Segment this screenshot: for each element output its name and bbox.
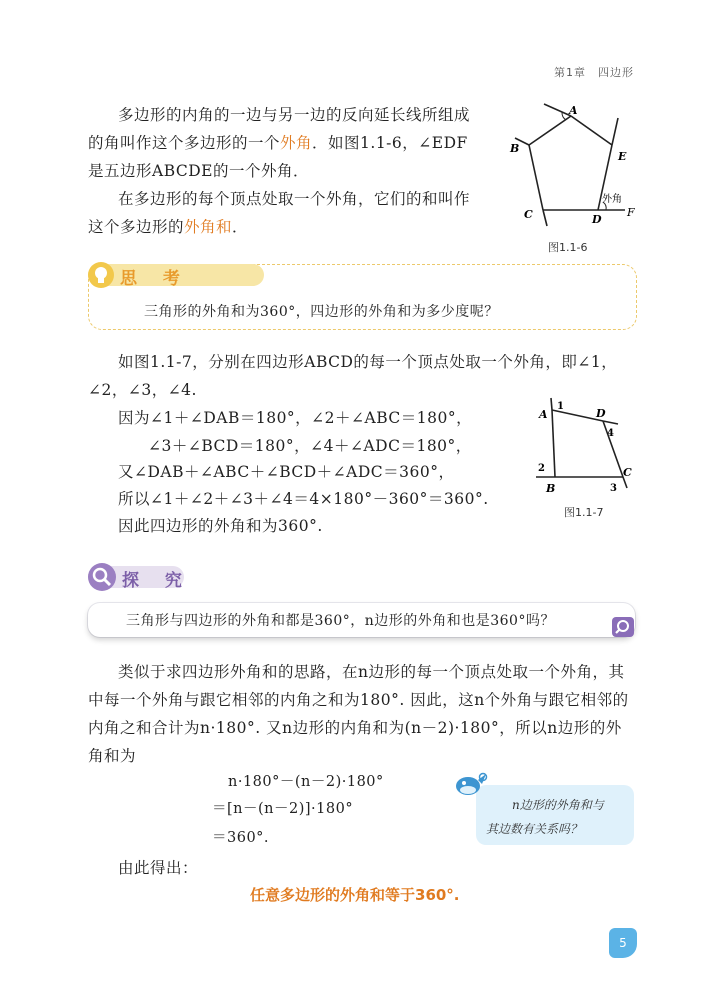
label-d2: D [596,407,606,420]
example-line-5: 又∠DAB＋∠ABC＋∠BCD＋∠ADC＝360°， [118,463,455,481]
intro-line-5b: ． [232,218,249,236]
extension-a [544,104,571,116]
intro-line-2a: 的角叫作这个多边形的一个 [88,134,281,152]
explore-title: 探 究 [122,571,192,591]
dolphin-icon [452,768,488,802]
example-line-4: ∠3＋∠BCD＝180°，∠4＋∠ADC＝180°， [148,437,472,455]
pentagon-edge-bc [529,145,543,210]
label-b2: B [546,482,556,495]
pentagon-figure [500,98,650,228]
label-c2: C [623,466,632,479]
page-number: 5 [609,928,637,958]
extension-e [612,118,618,145]
example-line-3: 因为∠1＋∠DAB＝180°，∠2＋∠ABC＝180°， [118,409,473,427]
figure2-caption: 图1.1-7 [564,506,604,519]
label-e: E [618,150,627,163]
reasoning-line-5: 由此得出： [118,859,199,877]
term-exterior-angle-sum: 外角和 [184,218,233,236]
label-a: A [569,104,578,117]
equation-line-3: ＝360°. [212,830,270,846]
chapter-header: 第1章 四边形 [554,66,634,79]
example-line-6: 所以∠1＋∠2＋∠3＋∠4＝4×180°－360°＝360°. [118,490,489,508]
conclusion-text: 任意多边形的外角和等于360°. [250,886,460,904]
reasoning-line-2: 中每一个外角与跟它相邻的内角之和为180°. 因此，这n个外角与跟它相邻的 [88,691,629,709]
reasoning-line-4: 角和为 [88,747,137,765]
equation-line-1: n·180°－(n－2)·180° [228,774,384,790]
label-angle-1: 1 [557,401,564,412]
label-angle-3: 3 [610,483,617,494]
example-line-7: 因此四边形的外角和为360°. [118,517,323,535]
intro-line-4: 在多边形的每个顶点处取一个外角，它们的和叫作 [118,190,471,208]
explore-icon [88,563,116,591]
extension-4 [603,421,618,424]
quad-edge-ab [552,410,555,477]
reasoning-line-3: 内角之和合计为n·180°. 又n边形的内角和为(n－2)·180°，所以n边形的外 [88,719,622,737]
example-line-1: 如图1.1-7，分别在四边形ABCD的每一个顶点处取一个外角，即∠1， [118,353,618,371]
intro-line-2 [88,131,468,153]
label-angle-2: 2 [538,463,545,474]
label-b: B [510,142,520,155]
label-a2: A [539,408,548,421]
bubble-line-2: 其边数有关系吗？ [486,822,583,836]
label-angle-4: 4 [607,428,614,439]
explore-question: 三角形与四边形的外角和都是360°，n边形的外角和也是360°吗？ [126,613,555,629]
think-title: 思 考 [120,269,190,289]
equation-line-2: ＝[n－(n－2)]·180° [212,801,354,817]
intro-line-5 [88,215,248,237]
intro-line-3: 是五边形ABCDE的一个外角． [88,162,309,180]
think-question: 三角形的外角和为360°，四边形的外角和为多少度呢？ [144,304,499,320]
search-icon [612,617,634,637]
pentagon-edge-ae [571,116,612,145]
extension-1 [551,398,552,410]
figure1-caption: 图1.1-6 [548,241,588,254]
intro-line-5a: 这个多边形的 [88,218,185,236]
pentagon-edge-ab [529,116,571,145]
intro-line-2b: ．如图1.1-6，∠EDF [312,134,468,152]
bubble-line-1: n边形的外角和与 [512,798,604,812]
reasoning-line-1: 类似于求四边形外角和的思路，在n边形的每一个顶点处取一个外角，其 [118,663,625,681]
label-f: F [627,206,635,219]
label-c: C [524,208,533,221]
label-d: D [592,213,602,226]
term-exterior-angle: 外角 [280,134,313,152]
example-line-2: ∠2，∠3，∠4. [88,381,197,399]
extension-c [543,210,547,226]
quadrilateral-figure [530,395,645,495]
intro-line-1: 多边形的内角的一边与另一边的反向延长线所组成 [118,106,471,124]
label-exterior-angle: 外角 [602,194,622,205]
lightbulb-icon [88,262,114,288]
